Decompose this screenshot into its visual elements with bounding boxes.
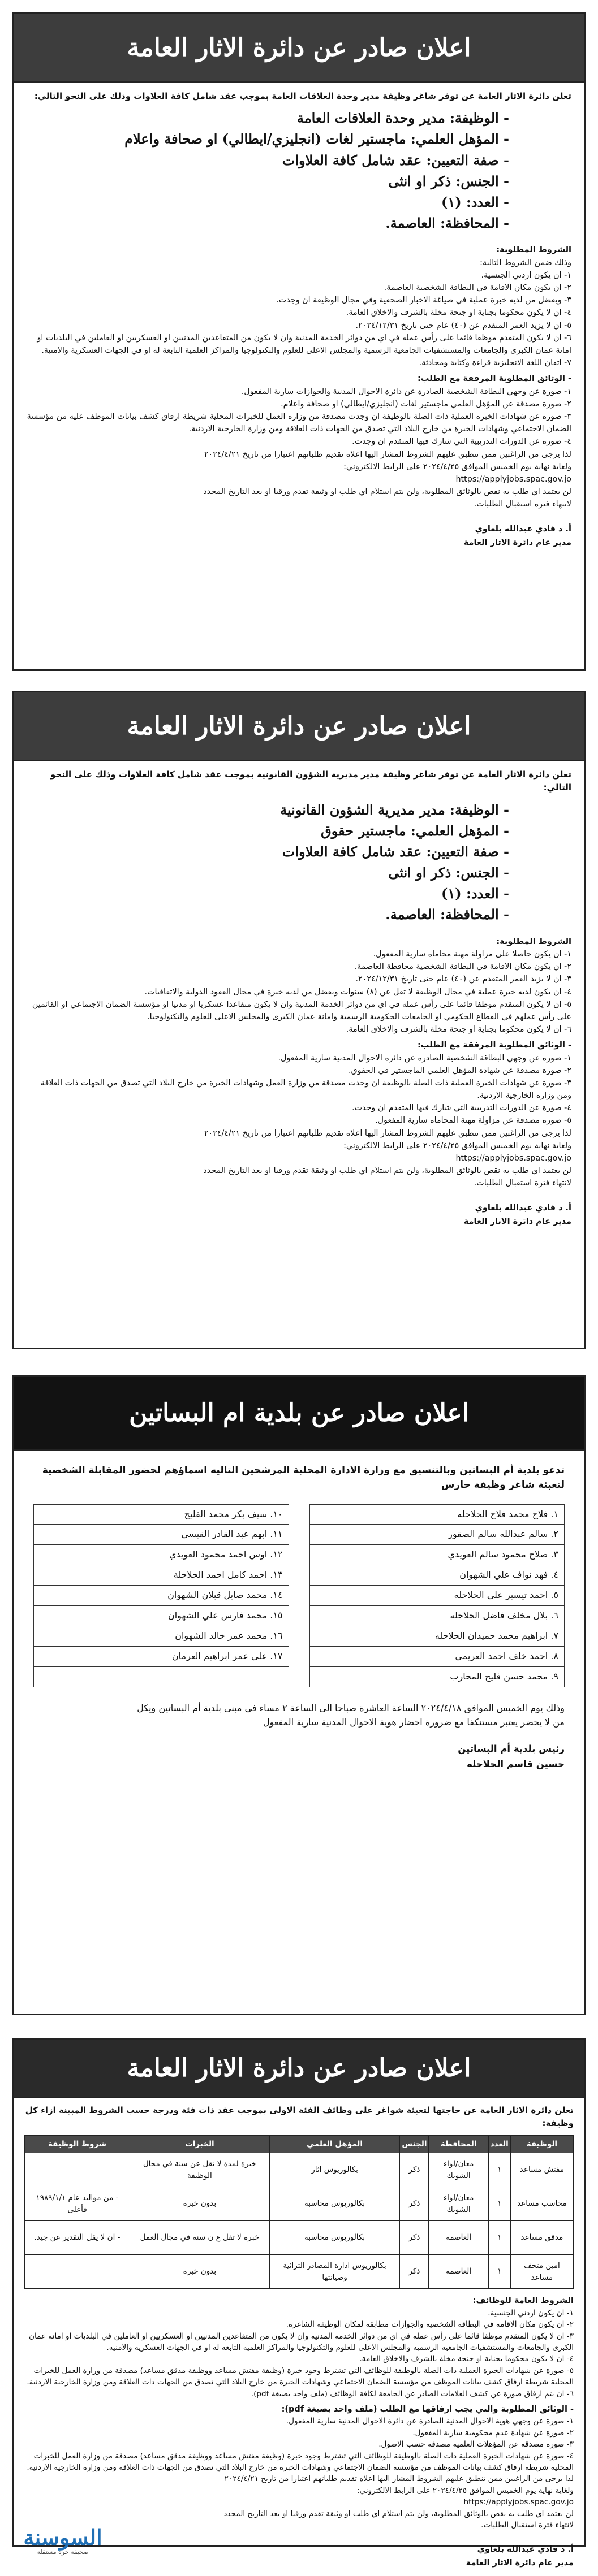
job-count: - العدد: (١) xyxy=(441,885,509,902)
table-cell: مفتش مساعد xyxy=(510,2153,573,2187)
closing-line: ولغاية نهاية يوم الخميس الموافق ٢٠٢٤/٤/٢٥ على الرابط الالكتروني: xyxy=(343,1141,571,1150)
table-cell xyxy=(25,2153,130,2187)
table-cell: ذكر xyxy=(400,2187,429,2221)
job-qualification: - المؤهل العلمي: ماجستير حقوق xyxy=(321,822,509,839)
condition-item: ٦- ان لا يكون المتقدم موظفا قائما على رأس عمله في اي من دوائر الخدمة المدنية وان لا يكون من المتقاعدين المدنيين او العسكريين او العاملين في البلديات او امانة عمان الكبرى والجامعات والمستشفيات الجامعية الرسمية والمجلس الاعلى للعلوم والتكنولوجيا والمراكز العلمية التابعة له او في الجهات العسكرية والامنية. xyxy=(37,333,571,355)
table-row xyxy=(25,2187,574,2221)
document-item: ٣- صورة مصدقة عن المؤهلات العلمية مصدقة حسب الاصول. xyxy=(378,2440,574,2449)
condition-item: ٦- ان يتم ارفاق صورة عن كشف العلامات الصادر عن الجامعة لكافة الوظائف (ملف واحد بصيغة pdf). xyxy=(251,2389,574,2399)
document-item: ٥- صورة مصدقة عن مزاولة مهنة المحاماة سارية المفعول. xyxy=(375,1116,571,1125)
document-item: ٢- صورة عن شهادة عدم محكومية سارية المفعول. xyxy=(412,2428,574,2438)
announcement-title: اعلان صادر عن بلدية ام البساتين xyxy=(14,1377,584,1451)
signer-title: مدير عام دائرة الاثار العامة xyxy=(463,538,571,548)
condition-item: ٢- ان يكون مكان الاقامة في البطاقة الشخصية والجوازات مطابقة لمكان الوظيفة الشاغرة. xyxy=(286,2320,574,2330)
table-cell: بدون خبرة xyxy=(130,2187,270,2221)
condition-item: ٤- ان يكون لديه خبرة عملية في مجال الوظيفة لا تقل عن (٨) سنوات ويفضل من لديه خبرة في مجال العقود الدولية والاتفاقيات. xyxy=(144,987,571,997)
announcement-public-relations-manager xyxy=(12,12,586,671)
announcement-intro: تدعو بلدية أم البساتين وبالتنسيق مع وزارة الادارة المحلية المرشحين التاليه اسماؤهم لحضور المقابلة الشخصية لتعبئة شاغر وظيفة حارس xyxy=(42,1465,565,1491)
condition-item: ٥- ان لا يزيد العمر المتقدم عن (٤٠) عام حتى تاريخ ٢٠٢٤/١٢/٣١. xyxy=(355,321,571,330)
conditions-intro: وذلك ضمن الشروط التالية: xyxy=(480,258,571,267)
document-item: ٢- صورة مصدقة عن المؤهل العلمي ماجستير لغات (انجليزي/ايطالي) او صحافة واعلام. xyxy=(281,399,571,409)
table-cell: بدون خبرة xyxy=(130,2255,270,2289)
announcement-title: اعلان صادر عن دائرة الاثار العامة xyxy=(14,14,584,83)
condition-item: ٥- ان لا يكون المتقدم موظفا قائما على رأس عمله في اي من دوائر الخدمة المدنية وان لا يكون متقاعدا عسكريا او مدنيا او مؤسسة الضمان الاجتماعي او القائمين على رأس عملهم في القطاع الحكومي او الجامعات الحكومية الرسمية وامانة عمان الكبرى والمجلس الاعلى للعلوم والتكنولوجيا. xyxy=(32,999,571,1021)
document-item: ٤- صورة عن الدورات التدريبية التي شارك فيها المتقدم ان وجدت. xyxy=(352,1103,571,1113)
condition-item: ٣- ان لا يكون المتقدم موظفا قائما على رأس عمله في اي من دوائر الخدمة المدنية وان لا يكون من المتقاعدين المدنيين او العسكريين او العاملين في البلديات او امانة عمان الكبرى والجامعات والمستشفيات الجامعية الرسمية والمجلس الاعلى للعلوم والتكنولوجيا والمراكز العلمية التابعة له او في الجهات العسكرية والامنية. xyxy=(28,2331,574,2353)
candidate-name: ١٠. سيف بكر محمد الفليح xyxy=(33,1504,289,1525)
signer-title: مدير عام دائرة الاثار العامة xyxy=(466,2558,574,2568)
jobs-table xyxy=(24,2135,574,2289)
closing-line: لذا يرجى من الراغبين ممن تنطبق عليهم الشروط المشار اليها اعلاه تقديم طلباتهم اعتبارا من تاريخ ٢٠٢٤/٤/٢١ xyxy=(204,1128,571,1138)
job-title: - الوظيفة: مدير وحدة العلاقات العامة xyxy=(296,110,509,127)
documents-title: - الوثائق المطلوبة المرفقة مع الطلب: xyxy=(417,1041,571,1050)
candidate-name: ١٥. محمد فارس علي الشهوان xyxy=(33,1606,289,1626)
condition-item: ١- ان يكون اردني الجنسية. xyxy=(488,2308,574,2318)
document-item: ١- صورة عن وجهي البطاقة الشخصية الصادرة عن دائرة الاحوال المدنية سارية المفعول. xyxy=(278,1053,571,1063)
document-item: ٣- صورة عن شهادات الخبرة العملية ذات الصلة بالوظيفة ان وجدت مصدقة من وزارة العمل وشهادات الخبرة من خارج البلاد التي تصدق من الجهات ذات العلاقة ومن وزارة الخارجية الاردنية. xyxy=(40,1078,571,1101)
announcement-title: اعلان صادر عن دائرة الاثار العامة xyxy=(14,692,584,761)
job-count: - العدد: (١) xyxy=(441,194,509,210)
condition-item: ٤- ان لا يكون محكوما بجناية او جنحة مخلة بالشرف والاخلاق العامة. xyxy=(359,2354,574,2364)
closing-line: لذا يرجى من الراغبين ممن تنطبق عليهم الشروط المشار اليها اعلاه تقديم طلباتهم اعتبارا من تاريخ ٢٠٢٤/٤/٢١ xyxy=(204,449,571,459)
candidate-name: ١. فلاح محمد فلاح الحلاحله xyxy=(309,1504,565,1525)
table-header-row xyxy=(25,2135,574,2153)
signer-name: أ. د فادي عبدالله بلعاوي xyxy=(477,2545,574,2555)
table-cell: بكالوريوس اثار xyxy=(269,2153,400,2187)
table-cell: محاسب مساعد xyxy=(510,2187,573,2221)
table-cell: امين متحف مساعد xyxy=(510,2255,573,2289)
table-cell: خبرة لمدة لا تقل عن سنة في مجال الوظيفة xyxy=(130,2153,270,2187)
documents-title: - الوثائق المطلوبة المرفقة مع الطلب: xyxy=(417,374,571,384)
note-line: لن يعتمد اي طلب به نقص بالوثائق المطلوبة، ولن يتم استلام اي طلب او وثيقة تقدم ورقيا او بعد التاريخ المحدد xyxy=(223,2509,574,2518)
candidate-name: ٨. احمد خلف احمد العريمي xyxy=(309,1647,565,1667)
conditions-title: الشروط العامة للوظائف: xyxy=(472,2296,574,2306)
condition-item: ٢- ان يكون مكان الاقامة في البطاقة الشخصية العاصمة. xyxy=(384,283,571,293)
condition-item: ٦- ان لا يكون محكوما بجناية او جنحة مخلة بالشرف والاخلاق العامة. xyxy=(346,1025,571,1034)
table-cell: ذكر xyxy=(400,2255,429,2289)
table-header: الجنس xyxy=(400,2135,429,2153)
conditions-title: الشروط المطلوبة: xyxy=(496,937,571,946)
candidate-name: ١٧. علي عمر ابراهيم العرمان xyxy=(33,1647,289,1667)
table-cell: بكالوريوس محاسبة xyxy=(269,2221,400,2255)
announcement-intro: تعلن دائرة الاثار العامة عن حاجتها لتعبئة شواغر على وظائف الفئة الاولى بموجب عقد ذات فئة ودرجة حسب الشروط المبينة ازاء كل وظيفة: xyxy=(25,2105,574,2129)
note-line: لانتهاء فترة استقبال الطلبات. xyxy=(481,2521,574,2530)
table-header: الوظيفة xyxy=(510,2135,573,2153)
announcement-intro: تعلن دائرة الاثار العامة عن توفر شاغر وظيفة مدير مديرية الشؤون القانونية بموجب عقد شامل كافة العلاوات وذلك على النحو التالي: xyxy=(50,769,571,793)
application-link[interactable]: https://applyjobs.spac.gov.jo xyxy=(463,2497,574,2507)
job-title: - الوظيفة: مدير مديرية الشؤون القانونية xyxy=(280,801,509,818)
candidate-name: ١٦. محمد عمر خالد الشهوان xyxy=(33,1626,289,1647)
announcement-um-al-basateen-municipality xyxy=(12,1375,586,2015)
job-contract-type: - صفة التعيين: عقد شامل كافة العلاوات xyxy=(282,843,509,860)
candidate-name: ١٣. احمد كامل احمد الحلاحلة xyxy=(33,1565,289,1586)
signer-name: أ. د فادي عبدالله بلعاوي xyxy=(475,525,571,534)
table-header: المؤهل العلمي xyxy=(269,2135,400,2153)
closing-line: ولغاية نهاية يوم الخميس الموافق ٢٠٢٤/٤/٢٥ على الرابط الالكتروني: xyxy=(343,462,571,471)
signer-title: رئيس بلدية أم البساتين xyxy=(458,1743,565,1754)
table-cell: خبرة لا تقل ع ن سنة في مجال العمل xyxy=(130,2221,270,2255)
table-cell: ١ xyxy=(488,2153,510,2187)
table-cell: بكالوريوس ادارة المصادر التراثية وصيانتها xyxy=(269,2255,400,2289)
candidate-name: ١٢. اوس احمد محمود العويدي xyxy=(33,1545,289,1565)
closing-line: وذلك يوم الخميس الموافق ٢٠٢٤/٤/١٨ الساعة العاشرة صباحا الى الساعة ٢ مساء في مبنى بلدية أم البساتين ويكل xyxy=(137,1702,565,1713)
candidate-name: ٩. محمد حسن فليح المحارب xyxy=(309,1667,565,1687)
candidate-name: ٣. صلاح محمود سالم العويدي xyxy=(309,1545,565,1565)
job-governorate: - المحافظة: العاصمة. xyxy=(385,906,509,923)
application-link[interactable]: https://applyjobs.spac.gov.jo xyxy=(455,1153,571,1163)
table-cell: - ان لا يقل التقدير عن جيد. xyxy=(25,2221,130,2255)
job-details xyxy=(27,799,571,925)
job-contract-type: - صفة التعيين: عقد شامل كافة العلاوات xyxy=(282,151,509,168)
note-line: لانتهاء فترة استقبال الطلبات. xyxy=(474,1179,571,1188)
table-header: العدد xyxy=(488,2135,510,2153)
candidate-name: ٦. بلال مخلف فاضل الحلاحله xyxy=(309,1606,565,1626)
condition-item: ١- ان يكون حاصلا على مزاولة مهنة محاماة سارية المفعول. xyxy=(373,950,571,959)
table-cell: ١ xyxy=(488,2255,510,2289)
documents-title: - الوثائق المطلوبة والتي يجب ارفاقها مع الطلب (ملف واحد بصيغة pdf): xyxy=(281,2405,574,2414)
table-header: شروط الوظيفة xyxy=(25,2135,130,2153)
note-line: لن يعتمد اي طلب به نقص بالوثائق المطلوبة، ولن يتم استلام اي طلب او وثيقة تقدم ورقيا او بعد التاريخ المحدد xyxy=(203,1166,571,1176)
candidate-name-empty xyxy=(33,1667,289,1687)
closing-line: من لا يحضر يعتبر مستنكفا مع ضرورة احضار هوية الاحوال المدنية سارية المفعول xyxy=(263,1717,565,1728)
candidates-table xyxy=(33,1504,565,1687)
table-cell: بكالوريوس محاسبة xyxy=(269,2187,400,2221)
condition-item: ٧- اتقان اللغة الانجليزية قراءة وكتابة ومحادثة. xyxy=(419,358,571,368)
table-row xyxy=(25,2255,574,2289)
newspaper-brand: السوسنة xyxy=(23,2525,102,2550)
table-row xyxy=(25,2221,574,2255)
job-details xyxy=(27,107,571,233)
signature-block xyxy=(27,1202,571,1229)
condition-item: ٣- ويفضل من لديه خبرة عملية في صياغة الاخبار الصحفية وفي مجال الوظيفة ان وجدت. xyxy=(276,296,571,305)
table-cell: ١ xyxy=(488,2221,510,2255)
signer-title: مدير عام دائرة الاثار العامة xyxy=(463,1217,571,1227)
table-row xyxy=(25,2153,574,2187)
announcement-legal-affairs-director xyxy=(12,691,586,1349)
table-cell: مدقق مساعد xyxy=(510,2221,573,2255)
candidates-column-left xyxy=(33,1504,289,1687)
candidates-column-right xyxy=(309,1504,565,1687)
candidate-name: ٤. فهد نواف علي الشهوان xyxy=(309,1565,565,1586)
condition-item: ١- ان يكون اردني الجنسية. xyxy=(481,271,571,280)
job-gender: - الجنس: ذكر او انثى xyxy=(388,864,509,881)
signer-name: حسين قاسم الحلاحله xyxy=(467,1759,565,1770)
candidate-name: ١١. ابهم عبد القادر القيسي xyxy=(33,1525,289,1545)
note-line: لن يعتمد اي طلب به نقص بالوثائق المطلوبة، ولن يتم استلام اي طلب او وثيقة تقدم ورقيا او بعد التاريخ المحدد xyxy=(203,487,571,496)
signature-block xyxy=(33,1741,565,1772)
table-cell: ذكر xyxy=(400,2221,429,2255)
condition-item: ٤- ان لا يكون محكوما بجناية او جنحة مخلة بالشرف والاخلاق العامة. xyxy=(346,308,571,318)
table-cell: ١ xyxy=(488,2187,510,2221)
document-item: ٤- صورة عن الدورات التدريبية التي شارك فيها المتقدم ان وجدت. xyxy=(352,437,571,447)
table-cell: ذكر xyxy=(400,2153,429,2187)
table-cell xyxy=(25,2255,130,2289)
candidate-name: ٧. ابراهيم محمد حميدان الحلاحله xyxy=(309,1626,565,1647)
table-header: المحافظة xyxy=(429,2135,488,2153)
candidate-name: ٥. احمد تيسير علي الحلاحله xyxy=(309,1586,565,1606)
signer-name: أ. د فادي عبدالله بلعاوي xyxy=(475,1203,571,1213)
condition-item: ٣- ان لا يزيد العمر المتقدم عن (٤٠) عام حتى تاريخ ٢٠٢٤/١٢/٣١. xyxy=(355,975,571,984)
signature-block xyxy=(27,523,571,550)
closing-line: لذا يرجى من الراغبين ممن تنطبق عليهم الشروط المشار اليها اعلاه تقديم طلباتهم اعتبارا من تاريخ ٢٠٢٤/٤/٢١ xyxy=(224,2474,574,2484)
job-gender: - الجنس: ذكر او انثى xyxy=(388,172,509,189)
newspaper-logo xyxy=(15,2527,111,2558)
document-item: ٣- صورة عن شهادات الخبرة العملية ذات الصلة بالوظيفة ان وجدت مصدقة من وزارة العمل للخبرات المحلية شريطة ارفاق كشف بيانات الموظف عليه من مؤسسة الضمان الاجتماعي وشهادات الخبرة من خارج البلاد التي تصدق من الجهات ذات العلاقة ومن وزارة الخارجية الاردنية. xyxy=(27,412,571,434)
condition-item: ٢- ان يكون مكان الاقامة في البطاقة الشخصية محافظة العاصمة. xyxy=(354,962,571,972)
condition-item: ٥- صورة عن شهادات الخبرة العملية ذات الصلة بالوظيفة للوظائف التي تشترط وجود خبرة (وظيفة مفتش مساعد ووظيفة مدقق مساعد) مصدقة من وزارة العمل للخبرات المحلية شريطة ارفاق كشف بيانات الموظف من مؤسسة الضمان الاجتماعي وشهادات الخبرة من خارج البلاد التي تصدق من الجهات ذات العلاقة ومن وزارة الخارجية الاردنية. xyxy=(27,2366,574,2387)
job-governorate: - المحافظة: العاصمة. xyxy=(385,215,509,232)
newspaper-tagline: صحيفة حرة مستقلة xyxy=(37,2548,89,2556)
conditions-title: الشروط المطلوبة: xyxy=(496,245,571,255)
announcement-title: اعلان صادر عن دائرة الاثار العامة xyxy=(14,2040,584,2098)
document-item: ١- صورة عن وجهي البطاقة الشخصية الصادرة عن دائرة الاحوال المدنية والجوازات سارية المفعول. xyxy=(241,387,571,396)
table-cell: العاصمة xyxy=(429,2221,488,2255)
table-cell: معان/لواء الشوبك xyxy=(429,2187,488,2221)
candidate-name: ١٤. محمد صايل قبلان الشهوان xyxy=(33,1586,289,1606)
table-cell: - من مواليد عام ١٩٨٩/١/١ فأعلى xyxy=(25,2187,130,2221)
closing-line: ولغاية نهاية يوم الخميس الموافق ٢٠٢٤/٤/٢٥ على الرابط الالكتروني: xyxy=(356,2486,574,2495)
table-cell: معان/لواء الشوبك xyxy=(429,2153,488,2187)
document-item: ١- صورة عن وجهي هوية الاحوال المدنية الصادرة عن دائرة الاحوال المدنية سارية المفعول. xyxy=(286,2417,574,2426)
application-link[interactable]: https://applyjobs.spac.gov.jo xyxy=(455,474,571,484)
document-item: ٤- صورة عن شهادات الخبرة العملية ذات الصلة بالوظيفة للوظائف التي تشترط وجود خبرة (وظيفة مفتش مساعد ووظيفة مدقق مساعد) مصدقة من وزارة العمل للخبرات المحلية شريطة ارفاق كشف بيانات الموظف من مؤسسة الضمان الاجتماعي وشهادات الخبرة من خارج البلاد التي تصدق من الجهات ذات العلاقة ومن وزارة الخارجية الاردنية. xyxy=(27,2451,574,2473)
candidate-name: ٢. سالم عبدالله سالم الصقور xyxy=(309,1525,565,1545)
announcement-intro: تعلن دائرة الاثار العامة عن توفر شاغر وظيفة مدير وحدة العلاقات العامة بموجب عقد شامل كافة العلاوات وذلك على النحو التالي: xyxy=(34,91,571,101)
note-line: لانتهاء فترة استقبال الطلبات. xyxy=(474,500,571,509)
table-cell: العاصمة xyxy=(429,2255,488,2289)
document-item: ٢- صورة مصدقة عن شهادة المؤهل العلمي الماجستير في الحقوق. xyxy=(348,1066,571,1075)
table-header: الخبرات xyxy=(130,2135,270,2153)
job-qualification: - المؤهل العلمي: ماجستير لغات (انجليزي/ايطالي) او صحافة واعلام xyxy=(124,131,509,148)
